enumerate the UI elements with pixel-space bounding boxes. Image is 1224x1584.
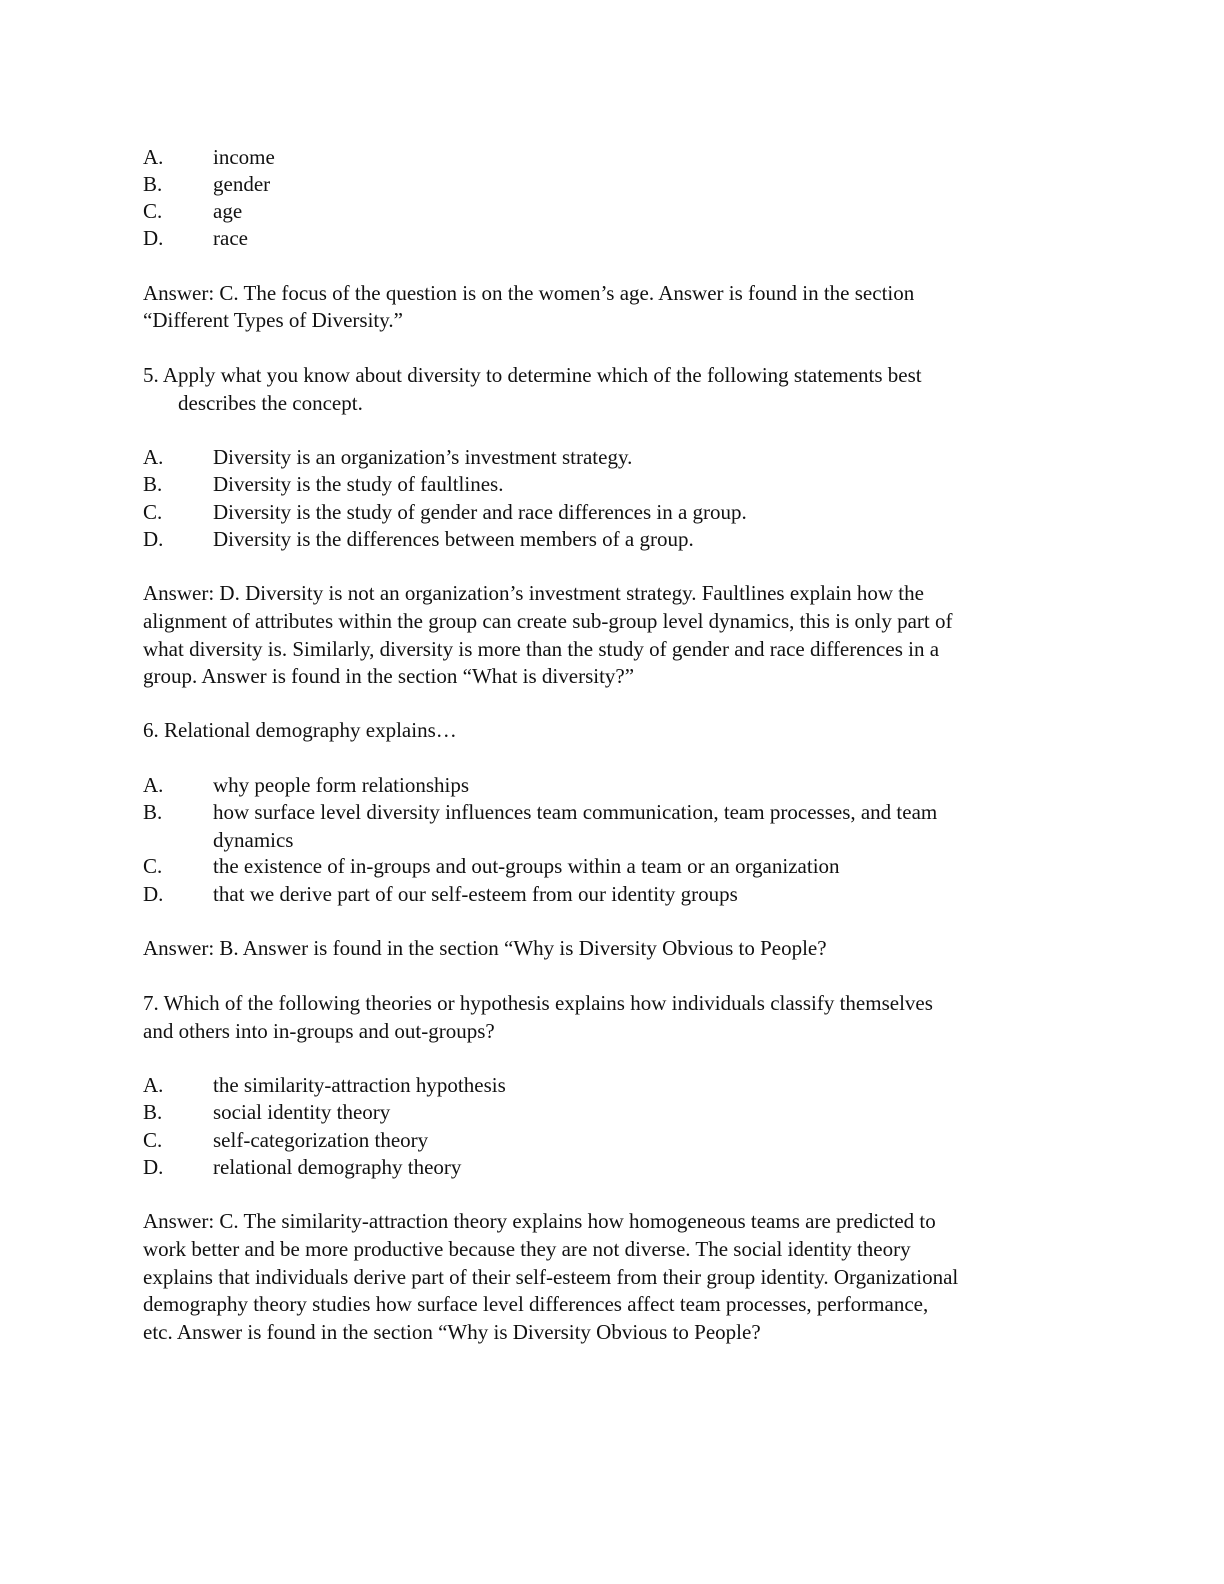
option-d xyxy=(143,226,248,250)
option-text: why people form relationships xyxy=(213,773,470,797)
option-a xyxy=(143,445,632,469)
option-a xyxy=(143,773,469,797)
option-text: income xyxy=(213,145,275,169)
option-a xyxy=(143,1073,506,1097)
option-text: race xyxy=(213,226,248,250)
option-text-cont: dynamics xyxy=(213,828,294,852)
option-letter: B. xyxy=(143,472,163,496)
option-text: the existence of in-groups and out-groups within a team or an organization xyxy=(213,854,840,878)
answer-line: work better and be more productive because they are not diverse. The social identity theory xyxy=(143,1237,911,1261)
question-6: 6. Relational demography explains… xyxy=(143,718,457,742)
option-b xyxy=(143,472,503,496)
option-letter: D. xyxy=(143,226,164,250)
option-text: Diversity is the study of faultlines. xyxy=(213,472,504,496)
option-text: self-categorization theory xyxy=(213,1128,429,1152)
answer-line: group. Answer is found in the section “What is diversity?” xyxy=(143,664,635,688)
option-text: gender xyxy=(213,172,271,196)
option-letter: C. xyxy=(143,500,163,524)
option-letter: A. xyxy=(143,1073,164,1097)
option-text: Diversity is an organization’s investment strategy. xyxy=(213,445,633,469)
option-c xyxy=(143,199,242,223)
option-text: Diversity is the study of gender and race differences in a group. xyxy=(213,500,747,524)
answer-line: Answer: B. Answer is found in the section “Why is Diversity Obvious to People? xyxy=(143,936,827,960)
answer-line: etc. Answer is found in the section “Why is Diversity Obvious to People? xyxy=(143,1320,761,1344)
option-text: Diversity is the differences between members of a group. xyxy=(213,527,694,551)
question-5: 5. Apply what you know about diversity to determine which of the following statements best xyxy=(143,363,922,387)
answer-line: “Different Types of Diversity.” xyxy=(143,308,403,332)
answer-line: what diversity is. Similarly, diversity is more than the study of gender and race differences in a xyxy=(143,637,940,661)
option-letter: B. xyxy=(143,172,163,196)
option-letter: A. xyxy=(143,773,164,797)
answer-line: Answer: D. Diversity is not an organization’s investment strategy. Faultlines explain how the xyxy=(143,581,924,605)
option-c xyxy=(143,500,747,524)
answer-line: Answer: C. The similarity-attraction theory explains how homogeneous teams are predicted to xyxy=(143,1209,936,1233)
option-letter: A. xyxy=(143,145,164,169)
option-letter: C. xyxy=(143,1128,163,1152)
option-letter: D. xyxy=(143,527,164,551)
answer-line: alignment of attributes within the group can create sub-group level dynamics, this is only part of xyxy=(143,609,953,633)
option-letter: D. xyxy=(143,1155,164,1179)
answer-line: demography theory studies how surface level differences affect team processes, performance, xyxy=(143,1292,929,1316)
question-5-cont: describes the concept. xyxy=(178,391,363,415)
answer-line: Answer: C. The focus of the question is on the women’s age. Answer is found in the section xyxy=(143,281,915,305)
option-c xyxy=(143,1128,428,1152)
question-7-cont: and others into in-groups and out-groups? xyxy=(143,1019,495,1043)
question-7: 7. Which of the following theories or hypothesis explains how individuals classify themselves xyxy=(143,991,933,1015)
option-d xyxy=(143,882,738,906)
option-letter: B. xyxy=(143,1100,163,1124)
option-b xyxy=(143,172,270,196)
option-text: how surface level diversity influences team communication, team processes, and team xyxy=(213,800,938,824)
option-letter: A. xyxy=(143,445,164,469)
option-letter: C. xyxy=(143,199,163,223)
answer-line: explains that individuals derive part of their self-esteem from their group identity. Organizational xyxy=(143,1265,959,1289)
option-d xyxy=(143,527,694,551)
option-a xyxy=(143,145,275,169)
option-text: relational demography theory xyxy=(213,1155,462,1179)
option-text: the similarity-attraction hypothesis xyxy=(213,1073,506,1097)
option-text: age xyxy=(213,199,243,223)
option-b xyxy=(143,800,937,824)
option-b xyxy=(143,1100,390,1124)
option-c xyxy=(143,854,840,878)
option-letter: C. xyxy=(143,854,163,878)
option-letter: B. xyxy=(143,800,163,824)
option-text: that we derive part of our self-esteem from our identity groups xyxy=(213,882,738,906)
option-letter: D. xyxy=(143,882,164,906)
option-d xyxy=(143,1155,461,1179)
option-text: social identity theory xyxy=(213,1100,391,1124)
